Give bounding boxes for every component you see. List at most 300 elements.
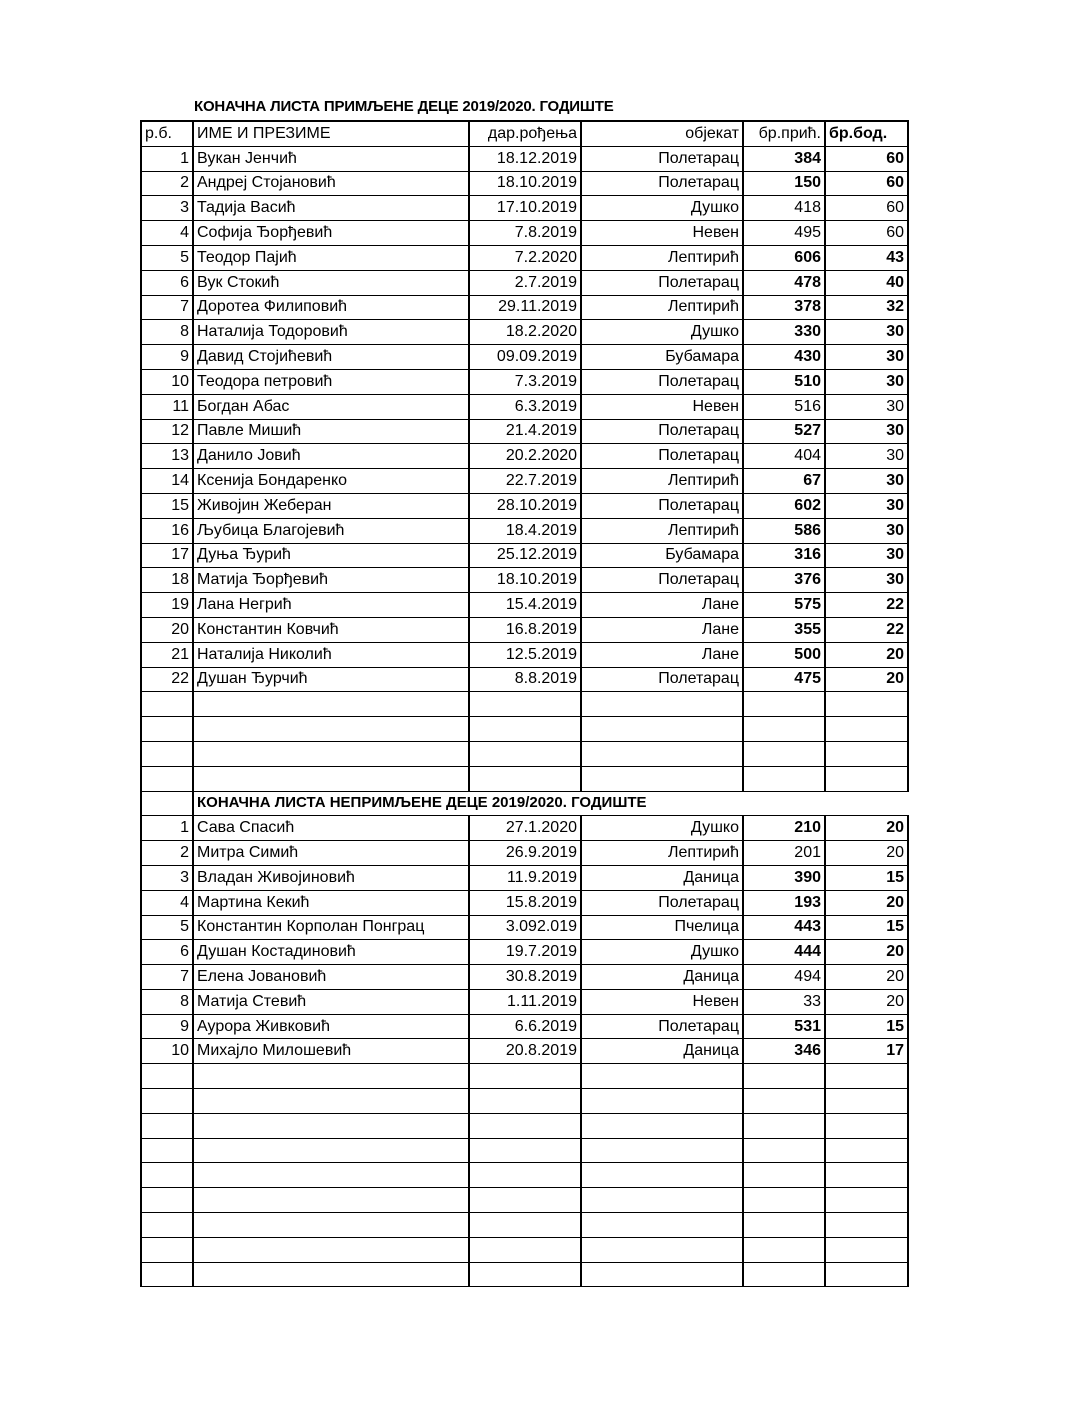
empty-row bbox=[141, 1089, 908, 1114]
application-number: 606 bbox=[743, 245, 825, 270]
child-name: Владан Живојиновић bbox=[193, 865, 469, 890]
facility: Полетарац bbox=[581, 171, 743, 196]
row-number: 9 bbox=[141, 1014, 193, 1039]
empty-cell bbox=[581, 1237, 743, 1262]
birth-date: 11.9.2019 bbox=[469, 865, 581, 890]
application-number: 210 bbox=[743, 816, 825, 841]
table-row bbox=[141, 568, 908, 593]
points: 60 bbox=[825, 146, 908, 171]
empty-cell bbox=[141, 1064, 193, 1089]
row-number: 21 bbox=[141, 642, 193, 667]
application-number: 510 bbox=[743, 369, 825, 394]
row-number: 2 bbox=[141, 171, 193, 196]
row-number: 20 bbox=[141, 617, 193, 642]
empty-cell bbox=[581, 1089, 743, 1114]
points: 30 bbox=[825, 518, 908, 543]
application-number: 575 bbox=[743, 593, 825, 618]
child-name: Лана Негрић bbox=[193, 593, 469, 618]
empty-cell bbox=[743, 741, 825, 766]
row-number: 15 bbox=[141, 493, 193, 518]
points: 20 bbox=[825, 642, 908, 667]
child-name: Богдан Абас bbox=[193, 394, 469, 419]
rejected-list-title: КОНАЧНА ЛИСТА НЕПРИМЉЕНЕ ДЕЦЕ 2019/2020. ГОДИШТЕ bbox=[193, 791, 908, 816]
table-row bbox=[141, 171, 908, 196]
child-name: Павле Мишић bbox=[193, 419, 469, 444]
facility: Душко bbox=[581, 196, 743, 221]
empty-cell bbox=[825, 692, 908, 717]
application-number: 346 bbox=[743, 1039, 825, 1064]
facility: Лептирић bbox=[581, 245, 743, 270]
facility: Лане bbox=[581, 642, 743, 667]
empty-cell bbox=[581, 741, 743, 766]
empty-cell bbox=[141, 791, 193, 816]
points: 15 bbox=[825, 915, 908, 940]
table-row bbox=[141, 1014, 908, 1039]
empty-cell bbox=[193, 741, 469, 766]
empty-cell bbox=[743, 1163, 825, 1188]
facility: Душко bbox=[581, 816, 743, 841]
facility: Невен bbox=[581, 989, 743, 1014]
points: 20 bbox=[825, 841, 908, 866]
empty-cell bbox=[141, 741, 193, 766]
child-name: Ксенија Бондаренко bbox=[193, 469, 469, 494]
row-number: 17 bbox=[141, 543, 193, 568]
row-number: 4 bbox=[141, 221, 193, 246]
empty-cell bbox=[469, 1113, 581, 1138]
facility: Бубамара bbox=[581, 345, 743, 370]
row-number: 1 bbox=[141, 146, 193, 171]
birth-date: 27.1.2020 bbox=[469, 816, 581, 841]
birth-date: 1.11.2019 bbox=[469, 989, 581, 1014]
row-number: 10 bbox=[141, 1039, 193, 1064]
table-row bbox=[141, 221, 908, 246]
child-name: Дуња Ђурић bbox=[193, 543, 469, 568]
birth-date: 15.4.2019 bbox=[469, 593, 581, 618]
empty-cell bbox=[825, 1163, 908, 1188]
child-name: Данило Јовић bbox=[193, 444, 469, 469]
empty-cell bbox=[581, 1113, 743, 1138]
empty-row bbox=[141, 1064, 908, 1089]
application-number: 67 bbox=[743, 469, 825, 494]
row-number: 8 bbox=[141, 320, 193, 345]
empty-cell bbox=[581, 766, 743, 791]
empty-cell bbox=[141, 766, 193, 791]
empty-cell bbox=[141, 692, 193, 717]
table-row bbox=[141, 593, 908, 618]
birth-date: 7.2.2020 bbox=[469, 245, 581, 270]
row-number: 13 bbox=[141, 444, 193, 469]
child-name: Митра Симић bbox=[193, 841, 469, 866]
birth-date: 25.12.2019 bbox=[469, 543, 581, 568]
table-row bbox=[141, 865, 908, 890]
birth-date: 15.8.2019 bbox=[469, 890, 581, 915]
application-number: 500 bbox=[743, 642, 825, 667]
empty-cell bbox=[193, 1064, 469, 1089]
points: 30 bbox=[825, 568, 908, 593]
application-number: 475 bbox=[743, 667, 825, 692]
birth-date: 18.2.2020 bbox=[469, 320, 581, 345]
application-number: 527 bbox=[743, 419, 825, 444]
empty-cell bbox=[193, 766, 469, 791]
facility: Даница bbox=[581, 1039, 743, 1064]
header-facility: објекат bbox=[581, 121, 743, 146]
empty-cell bbox=[469, 766, 581, 791]
empty-row bbox=[141, 717, 908, 742]
row-number: 19 bbox=[141, 593, 193, 618]
empty-cell bbox=[825, 717, 908, 742]
empty-cell bbox=[743, 1113, 825, 1138]
empty-cell bbox=[825, 1188, 908, 1213]
table-row bbox=[141, 444, 908, 469]
points: 30 bbox=[825, 345, 908, 370]
facility: Невен bbox=[581, 221, 743, 246]
row-number: 6 bbox=[141, 940, 193, 965]
empty-cell bbox=[743, 717, 825, 742]
empty-cell bbox=[193, 692, 469, 717]
table-row bbox=[141, 667, 908, 692]
row-number: 9 bbox=[141, 345, 193, 370]
empty-row bbox=[141, 766, 908, 791]
child-name: Вукан Јенчић bbox=[193, 146, 469, 171]
empty-cell bbox=[469, 692, 581, 717]
facility: Полетарац bbox=[581, 270, 743, 295]
row-number: 16 bbox=[141, 518, 193, 543]
row-number: 7 bbox=[141, 295, 193, 320]
birth-date: 2.7.2019 bbox=[469, 270, 581, 295]
facility: Даница bbox=[581, 865, 743, 890]
empty-cell bbox=[825, 1089, 908, 1114]
empty-row bbox=[141, 1163, 908, 1188]
empty-cell bbox=[193, 1113, 469, 1138]
facility: Невен bbox=[581, 394, 743, 419]
points: 40 bbox=[825, 270, 908, 295]
empty-cell bbox=[141, 1188, 193, 1213]
empty-cell bbox=[581, 1213, 743, 1238]
table-row bbox=[141, 816, 908, 841]
birth-date: 29.11.2019 bbox=[469, 295, 581, 320]
empty-row bbox=[141, 1237, 908, 1262]
row-number: 8 bbox=[141, 989, 193, 1014]
birth-date: 7.8.2019 bbox=[469, 221, 581, 246]
empty-cell bbox=[141, 1262, 193, 1287]
header-application-no: бр.прић. bbox=[743, 121, 825, 146]
row-number: 1 bbox=[141, 816, 193, 841]
points: 30 bbox=[825, 444, 908, 469]
application-number: 316 bbox=[743, 543, 825, 568]
table-row bbox=[141, 295, 908, 320]
table-row bbox=[141, 146, 908, 171]
empty-cell bbox=[743, 766, 825, 791]
birth-date: 16.8.2019 bbox=[469, 617, 581, 642]
child-name: Елена Јовановић bbox=[193, 965, 469, 990]
table-row bbox=[141, 617, 908, 642]
child-name: Љубица Благојевић bbox=[193, 518, 469, 543]
empty-cell bbox=[141, 1089, 193, 1114]
empty-cell bbox=[193, 1138, 469, 1163]
birth-date: 6.6.2019 bbox=[469, 1014, 581, 1039]
facility: Пчелица bbox=[581, 915, 743, 940]
empty-cell bbox=[141, 1138, 193, 1163]
points: 30 bbox=[825, 419, 908, 444]
empty-cell bbox=[581, 1188, 743, 1213]
empty-cell bbox=[743, 1213, 825, 1238]
child-name: Теодор Пајић bbox=[193, 245, 469, 270]
table-row bbox=[141, 1039, 908, 1064]
birth-date: 21.4.2019 bbox=[469, 419, 581, 444]
application-number: 494 bbox=[743, 965, 825, 990]
facility: Даница bbox=[581, 965, 743, 990]
row-number: 2 bbox=[141, 841, 193, 866]
points: 22 bbox=[825, 617, 908, 642]
birth-date: 8.8.2019 bbox=[469, 667, 581, 692]
empty-cell bbox=[825, 1213, 908, 1238]
points: 60 bbox=[825, 171, 908, 196]
empty-cell bbox=[469, 1064, 581, 1089]
table-row bbox=[141, 518, 908, 543]
row-number: 4 bbox=[141, 890, 193, 915]
empty-cell bbox=[469, 741, 581, 766]
application-number: 531 bbox=[743, 1014, 825, 1039]
empty-cell bbox=[469, 1237, 581, 1262]
child-name: Константин Корполан Понграц bbox=[193, 915, 469, 940]
empty-cell bbox=[469, 717, 581, 742]
children-list-table bbox=[140, 120, 909, 1287]
child-name: Матија Ђорђевић bbox=[193, 568, 469, 593]
birth-date: 18.12.2019 bbox=[469, 146, 581, 171]
facility: Полетарац bbox=[581, 146, 743, 171]
table-row bbox=[141, 965, 908, 990]
empty-cell bbox=[469, 1138, 581, 1163]
empty-cell bbox=[193, 1163, 469, 1188]
points: 20 bbox=[825, 965, 908, 990]
child-name: Софија Ђорђевић bbox=[193, 221, 469, 246]
points: 60 bbox=[825, 196, 908, 221]
facility: Душко bbox=[581, 320, 743, 345]
application-number: 330 bbox=[743, 320, 825, 345]
child-name: Матија Стевић bbox=[193, 989, 469, 1014]
empty-cell bbox=[825, 1262, 908, 1287]
child-name: Наталија Николић bbox=[193, 642, 469, 667]
facility: Полетарац bbox=[581, 568, 743, 593]
table-row bbox=[141, 270, 908, 295]
facility: Полетарац bbox=[581, 1014, 743, 1039]
points: 15 bbox=[825, 1014, 908, 1039]
points: 30 bbox=[825, 320, 908, 345]
child-name: Наталија Тодоровић bbox=[193, 320, 469, 345]
points: 20 bbox=[825, 816, 908, 841]
application-number: 201 bbox=[743, 841, 825, 866]
birth-date: 17.10.2019 bbox=[469, 196, 581, 221]
header-birthdate: дар.рођења bbox=[469, 121, 581, 146]
table-row bbox=[141, 320, 908, 345]
points: 30 bbox=[825, 469, 908, 494]
birth-date: 6.3.2019 bbox=[469, 394, 581, 419]
birth-date: 30.8.2019 bbox=[469, 965, 581, 990]
empty-cell bbox=[825, 741, 908, 766]
empty-row bbox=[141, 1262, 908, 1287]
empty-cell bbox=[581, 1138, 743, 1163]
child-name: Вук Стокић bbox=[193, 270, 469, 295]
application-number: 443 bbox=[743, 915, 825, 940]
facility: Полетарац bbox=[581, 667, 743, 692]
table-row bbox=[141, 890, 908, 915]
table-body bbox=[141, 121, 908, 1287]
empty-cell bbox=[193, 717, 469, 742]
child-name: Константин Ковчић bbox=[193, 617, 469, 642]
application-number: 355 bbox=[743, 617, 825, 642]
birth-date: 20.2.2020 bbox=[469, 444, 581, 469]
empty-row bbox=[141, 692, 908, 717]
row-number: 3 bbox=[141, 196, 193, 221]
row-number: 5 bbox=[141, 915, 193, 940]
child-name: Теодора петровић bbox=[193, 369, 469, 394]
application-number: 384 bbox=[743, 146, 825, 171]
application-number: 378 bbox=[743, 295, 825, 320]
child-name: Аурора Живковић bbox=[193, 1014, 469, 1039]
empty-row bbox=[141, 1213, 908, 1238]
application-number: 376 bbox=[743, 568, 825, 593]
row-number: 18 bbox=[141, 568, 193, 593]
table-row bbox=[141, 841, 908, 866]
table-row bbox=[141, 419, 908, 444]
birth-date: 26.9.2019 bbox=[469, 841, 581, 866]
child-name: Андреј Стојановић bbox=[193, 171, 469, 196]
points: 30 bbox=[825, 543, 908, 568]
empty-cell bbox=[743, 1237, 825, 1262]
header-row bbox=[141, 121, 908, 146]
empty-cell bbox=[581, 692, 743, 717]
table-row bbox=[141, 989, 908, 1014]
empty-cell bbox=[193, 1262, 469, 1287]
empty-row bbox=[141, 741, 908, 766]
birth-date: 28.10.2019 bbox=[469, 493, 581, 518]
points: 32 bbox=[825, 295, 908, 320]
empty-cell bbox=[469, 1163, 581, 1188]
empty-cell bbox=[193, 1089, 469, 1114]
birth-date: 18.10.2019 bbox=[469, 171, 581, 196]
child-name: Доротеа Филиповић bbox=[193, 295, 469, 320]
child-name: Душан Костадиновић bbox=[193, 940, 469, 965]
table-row bbox=[141, 196, 908, 221]
application-number: 444 bbox=[743, 940, 825, 965]
points: 30 bbox=[825, 369, 908, 394]
facility: Лане bbox=[581, 617, 743, 642]
application-number: 602 bbox=[743, 493, 825, 518]
birth-date: 09.09.2019 bbox=[469, 345, 581, 370]
row-number: 7 bbox=[141, 965, 193, 990]
application-number: 390 bbox=[743, 865, 825, 890]
header-name: ИМЕ И ПРЕЗИМЕ bbox=[193, 121, 469, 146]
table-row bbox=[141, 394, 908, 419]
empty-cell bbox=[141, 1163, 193, 1188]
empty-cell bbox=[581, 1262, 743, 1287]
birth-date: 3.092.019 bbox=[469, 915, 581, 940]
row-number: 5 bbox=[141, 245, 193, 270]
birth-date: 19.7.2019 bbox=[469, 940, 581, 965]
points: 30 bbox=[825, 493, 908, 518]
application-number: 193 bbox=[743, 890, 825, 915]
accepted-list-title: КОНАЧНА ЛИСТА ПРИМЉЕНЕ ДЕЦЕ 2019/2020. ГОДИШТЕ bbox=[194, 98, 614, 115]
facility: Бубамара bbox=[581, 543, 743, 568]
application-number: 478 bbox=[743, 270, 825, 295]
facility: Лептирић bbox=[581, 469, 743, 494]
empty-cell bbox=[581, 717, 743, 742]
points: 30 bbox=[825, 394, 908, 419]
empty-cell bbox=[825, 1138, 908, 1163]
child-name: Мартина Кекић bbox=[193, 890, 469, 915]
empty-cell bbox=[581, 1064, 743, 1089]
child-name: Тадија Васић bbox=[193, 196, 469, 221]
empty-cell bbox=[743, 1089, 825, 1114]
table-row bbox=[141, 915, 908, 940]
facility: Полетарац bbox=[581, 493, 743, 518]
application-number: 33 bbox=[743, 989, 825, 1014]
table-row bbox=[141, 245, 908, 270]
facility: Лане bbox=[581, 593, 743, 618]
empty-cell bbox=[581, 1163, 743, 1188]
table-row bbox=[141, 642, 908, 667]
empty-cell bbox=[469, 1213, 581, 1238]
application-number: 430 bbox=[743, 345, 825, 370]
points: 20 bbox=[825, 940, 908, 965]
birth-date: 22.7.2019 bbox=[469, 469, 581, 494]
birth-date: 12.5.2019 bbox=[469, 642, 581, 667]
facility: Лептирић bbox=[581, 518, 743, 543]
application-number: 418 bbox=[743, 196, 825, 221]
header-points: бр.бод. bbox=[825, 121, 908, 146]
empty-cell bbox=[743, 1262, 825, 1287]
facility: Лептирић bbox=[581, 841, 743, 866]
empty-row bbox=[141, 1138, 908, 1163]
table-row bbox=[141, 469, 908, 494]
child-name: Живојин Жеберан bbox=[193, 493, 469, 518]
birth-date: 20.8.2019 bbox=[469, 1039, 581, 1064]
empty-cell bbox=[141, 1113, 193, 1138]
child-name: Сава Спасић bbox=[193, 816, 469, 841]
facility: Полетарац bbox=[581, 369, 743, 394]
facility: Лептирић bbox=[581, 295, 743, 320]
empty-cell bbox=[825, 766, 908, 791]
application-number: 516 bbox=[743, 394, 825, 419]
application-number: 150 bbox=[743, 171, 825, 196]
child-name: Давид Стојићевић bbox=[193, 345, 469, 370]
table-row bbox=[141, 543, 908, 568]
facility: Душко bbox=[581, 940, 743, 965]
row-number: 3 bbox=[141, 865, 193, 890]
empty-row bbox=[141, 1188, 908, 1213]
empty-cell bbox=[469, 1089, 581, 1114]
table-row bbox=[141, 940, 908, 965]
empty-cell bbox=[193, 1188, 469, 1213]
table-row bbox=[141, 493, 908, 518]
rejected-section-row bbox=[141, 791, 908, 816]
facility: Полетарац bbox=[581, 419, 743, 444]
application-number: 404 bbox=[743, 444, 825, 469]
facility: Полетарац bbox=[581, 444, 743, 469]
empty-cell bbox=[743, 1188, 825, 1213]
row-number: 6 bbox=[141, 270, 193, 295]
row-number: 14 bbox=[141, 469, 193, 494]
points: 20 bbox=[825, 890, 908, 915]
birth-date: 18.4.2019 bbox=[469, 518, 581, 543]
birth-date: 7.3.2019 bbox=[469, 369, 581, 394]
empty-cell bbox=[141, 1237, 193, 1262]
empty-cell bbox=[743, 1138, 825, 1163]
empty-cell bbox=[825, 1237, 908, 1262]
row-number: 22 bbox=[141, 667, 193, 692]
header-rb: р.б. bbox=[141, 121, 193, 146]
points: 60 bbox=[825, 221, 908, 246]
